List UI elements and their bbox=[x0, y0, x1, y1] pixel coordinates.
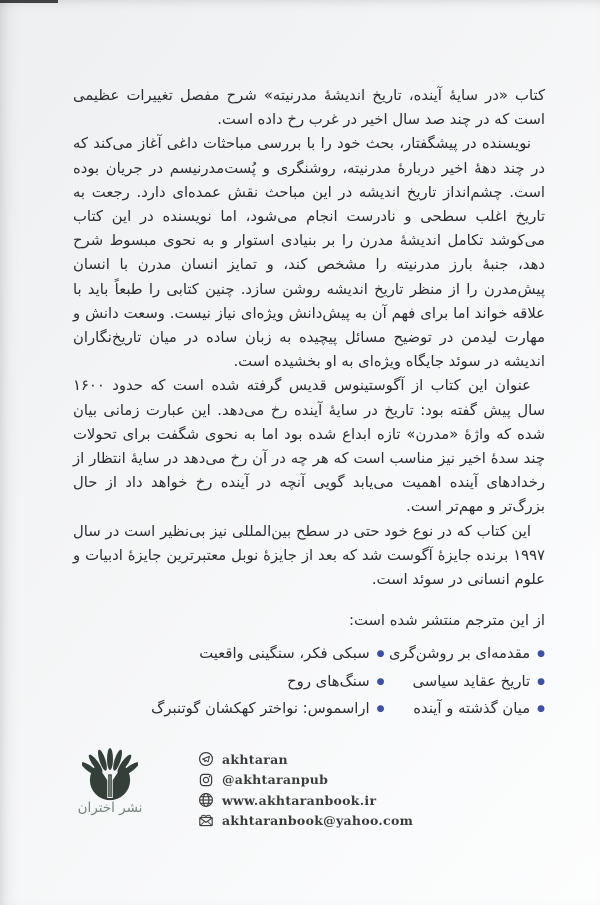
website-url: www.akhtaranbook.ir bbox=[222, 792, 377, 808]
list-item bbox=[73, 670, 385, 698]
synopsis-paragraph-4: این کتاب که در نوع خود حتی در سطح بین‌المللی نیز بی‌نظیر است در سال ۱۹۹۷ برنده جایزهٔ آگوست شد که بعد از جایزهٔ نوبل معتبرترین جایزهٔ ادبیات و علوم انسانی در سوئد است. bbox=[73, 522, 545, 589]
globe-icon bbox=[198, 792, 214, 808]
back-cover-text-block bbox=[73, 84, 545, 725]
scan-edge-artifact bbox=[0, 0, 58, 3]
bullet-icon: ● bbox=[376, 676, 385, 687]
contact-row-email bbox=[198, 813, 413, 830]
bullet-icon: ● bbox=[537, 649, 545, 660]
instagram-icon bbox=[198, 772, 214, 788]
synopsis-paragraph-1: کتاب «در سایهٔ آینده، تاریخ اندیشهٔ مدرنیته» شرح مفصل تغییرات عظیمی است که در چند صد سال اخیر در غرب رخ داده است. bbox=[73, 87, 545, 129]
works-column-left bbox=[73, 642, 385, 725]
translator-works-header: از این مترجم منتشر شده است: bbox=[349, 612, 545, 630]
book-title: میان گذشته و آینده bbox=[413, 700, 531, 718]
list-item bbox=[73, 697, 385, 725]
synopsis-paragraph-2: نویسنده در پیشگفتار، بحث خود را با بررسی مباحثات داغی آغاز می‌کند که در چند دههٔ اخیر دربارهٔ مدرنیته، روشنگری و پُست‌مدرنیسم در جریان بوده است. چشم‌انداز تاریخ اندیشه در این مباحث نقش عمده‌ای دارد. رجعت به تاریخ اغلب سطحی و نادرست انجام می‌شود، اما نویسنده در این کتاب می‌کوشد تکامل اندیشهٔ مدرن را بر بنیادی استوار و به نحوی مبسوط شرح دهد، جنبهٔ بارز مدرنیته را مشخص کند، و تمایز انسان مدرن با انسان پیش‌مدرن را از منظر تاریخ اندیشه روشن سازد. چنین کتابی را طبعاً باید با علاقه خواند اما برای فهم آن به پیش‌دانش ویژه‌ای نیاز نیست. وسعت دانش و مهارت لیدمن در توضیح مسائل پیچیده به زبان ساده در میان تاریخ‌نگاران اندیشه در سوئد جایگاه ویژه‌ای به او بخشیده است. bbox=[73, 135, 545, 371]
bullet-icon: ● bbox=[537, 704, 545, 715]
synopsis-paragraph-3: عنوان این کتاب از آگوستینوس قدیس گرفته شده است که حدود ۱۶۰۰ سال پیش گفته بود: تاریخ در سایهٔ آینده رخ می‌دهد. این عبارت زمانی بیان شده که واژهٔ «مدرن» تازه ابداع شده بود اما به نحوی شگفت برای تحولات چند سدهٔ اخیر نیز مناسب است که هر چه در آن رخ می‌دهد در سایهٔ انتظار از رخدادهای آینده اهمیت می‌یابد گویی آنچه در آینده رخ خواهد داد از حال بزرگ‌تر و مهم‌تر است. bbox=[73, 377, 545, 516]
contact-row-instagram bbox=[198, 772, 413, 789]
list-item bbox=[385, 642, 545, 670]
publisher-name: نشر اختران bbox=[77, 800, 143, 816]
book-title: سبکی فکر، سنگینی واقعیت bbox=[199, 645, 370, 663]
bullet-icon: ● bbox=[376, 704, 385, 715]
translator-works-section bbox=[73, 609, 545, 725]
publisher-contact-list bbox=[198, 751, 413, 829]
list-item bbox=[385, 697, 545, 725]
email-icon bbox=[198, 813, 214, 829]
book-title: سنگ‌های روح bbox=[287, 672, 370, 690]
bullet-icon: ● bbox=[537, 676, 545, 687]
publisher-brand-block bbox=[68, 745, 152, 816]
telegram-handle: akhtaran bbox=[222, 751, 288, 767]
book-title: اراسموس: نواختر کهکشان گوتنبرگ bbox=[151, 700, 370, 718]
email-address: akhtaranbook@yahoo.com bbox=[222, 813, 414, 829]
instagram-handle: @akhtaranpub bbox=[222, 772, 329, 788]
book-title: تاریخ عقاید سیاسی bbox=[412, 672, 531, 690]
bullet-icon: ● bbox=[376, 649, 385, 660]
list-item bbox=[73, 642, 385, 670]
akhtaran-tree-logo-icon bbox=[68, 745, 152, 801]
telegram-icon bbox=[198, 751, 214, 767]
contact-row-website bbox=[198, 792, 413, 809]
translator-works-columns bbox=[73, 642, 545, 725]
list-item bbox=[385, 670, 545, 698]
contact-row-telegram bbox=[198, 751, 413, 768]
book-title: مقدمه‌ای بر روشن‌گری bbox=[388, 645, 531, 663]
works-column-right bbox=[385, 642, 545, 725]
